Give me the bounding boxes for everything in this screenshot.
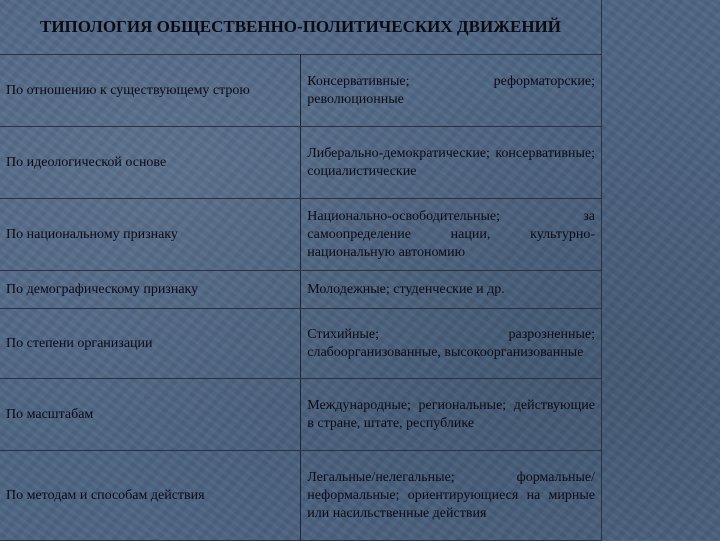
types-cell: Консервативные; реформаторские; революционные [301, 55, 602, 127]
table-row [0, 199, 602, 271]
table-row [0, 309, 602, 379]
types-cell: Национально-освободительные; за самоопределение нации, культурно-национальную автономию [301, 199, 602, 271]
types-cell: Стихийные; разрозненные; слабоорганизованные, высокоорганизованные [301, 309, 602, 379]
types-cell: Либерально-демократические; консервативные; социалистические [301, 127, 602, 199]
criterion-cell: По демографическому признаку [0, 271, 301, 309]
types-cell: Легальные/нелегальные; формальные/неформальные; ориентирующиеся на мирные или насильственные действия [301, 451, 602, 541]
criterion-cell: По масштабам [0, 379, 301, 451]
criterion-cell: По отношению к существующему строю [0, 55, 301, 127]
criterion-cell: По идеологической основе [0, 127, 301, 199]
table-row [0, 55, 602, 127]
table-row [0, 271, 602, 309]
criterion-cell: По национальному признаку [0, 199, 301, 271]
table-row [0, 451, 602, 541]
table-title: ТИПОЛОГИЯ ОБЩЕСТВЕННО-ПОЛИТИЧЕСКИХ ДВИЖЕНИЙ [0, 0, 602, 55]
table-row [0, 379, 602, 451]
types-cell: Молодежные; студенческие и др. [301, 271, 602, 309]
table-row [0, 127, 602, 199]
criterion-cell: По методам и способам действия [0, 451, 301, 541]
types-cell: Международные; региональные; действующие в стране, штате, республике [301, 379, 602, 451]
criterion-cell: По степени организации [0, 309, 301, 379]
